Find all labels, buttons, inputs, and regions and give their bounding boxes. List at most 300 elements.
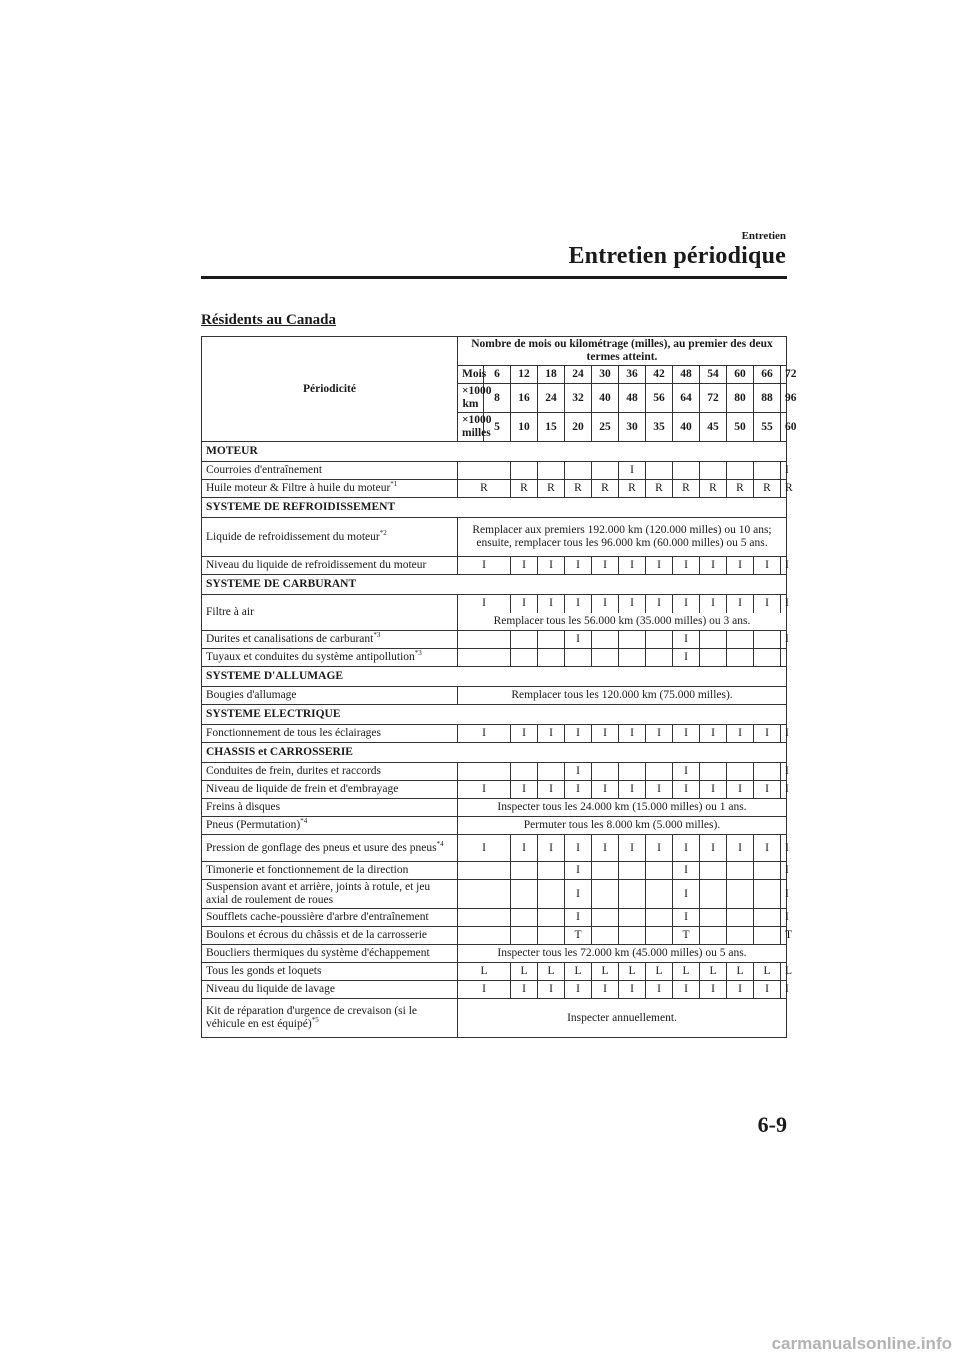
item-label-text: Tuyaux et conduites du système antipollution bbox=[206, 651, 415, 663]
interval-value: 5 bbox=[484, 413, 511, 442]
item-label-text: Pression de gonflage des pneus et usure des pneus bbox=[206, 841, 437, 854]
schedule-note: Remplacer tous les 120.000 km (75.000 milles). bbox=[458, 687, 787, 705]
interval-value: 72 bbox=[781, 366, 787, 384]
schedule-cell bbox=[458, 927, 511, 945]
schedule-cell: I bbox=[781, 631, 787, 649]
interval-value: 40 bbox=[673, 413, 700, 442]
item-label bbox=[202, 518, 458, 557]
interval-value: 30 bbox=[592, 366, 619, 384]
schedule-cell bbox=[700, 927, 727, 945]
item-label bbox=[202, 649, 458, 667]
item-label-text: Niveau de liquide de frein et d'embrayage bbox=[206, 783, 399, 795]
interval-unit-label: ×1000 km bbox=[458, 384, 484, 413]
item-label bbox=[202, 999, 458, 1038]
item-label-text: Freins à disques bbox=[206, 801, 281, 813]
item-label-text: Boucliers thermiques du système d'échappement bbox=[206, 947, 430, 959]
item-label bbox=[202, 909, 458, 927]
schedule-cell bbox=[619, 909, 646, 927]
schedule-cell: I bbox=[781, 595, 787, 613]
schedule-cell bbox=[700, 909, 727, 927]
schedule-cell bbox=[727, 880, 754, 909]
interval-value: 60 bbox=[727, 366, 754, 384]
schedule-cell: R bbox=[592, 480, 619, 498]
schedule-cell bbox=[511, 909, 538, 927]
schedule-cell bbox=[781, 649, 787, 667]
schedule-cell: L bbox=[754, 963, 781, 981]
item-label bbox=[202, 595, 458, 631]
interval-value: 10 bbox=[511, 413, 538, 442]
schedule-cell: I bbox=[458, 981, 511, 999]
schedule-cell: I bbox=[619, 835, 646, 862]
schedule-cell bbox=[538, 880, 565, 909]
schedule-cell: I bbox=[565, 862, 592, 880]
schedule-cell: I bbox=[646, 725, 673, 743]
schedule-cell: I bbox=[700, 557, 727, 575]
schedule-cell bbox=[538, 909, 565, 927]
schedule-cell bbox=[727, 927, 754, 945]
schedule-cell: I bbox=[565, 557, 592, 575]
schedule-cell: I bbox=[511, 835, 538, 862]
footnote-marker: *3 bbox=[373, 631, 381, 640]
schedule-cell: R bbox=[646, 480, 673, 498]
schedule-cell: I bbox=[673, 909, 700, 927]
table-row bbox=[202, 595, 787, 613]
interval-value: 12 bbox=[511, 366, 538, 384]
item-label bbox=[202, 763, 458, 781]
schedule-cell: I bbox=[592, 981, 619, 999]
schedule-cell: L bbox=[511, 963, 538, 981]
interval-unit-label: ×1000 milles bbox=[458, 413, 484, 442]
item-label bbox=[202, 781, 458, 799]
item-label-text: Soufflets cache-poussière d'arbre d'entraînement bbox=[206, 911, 429, 923]
schedule-cell: I bbox=[781, 725, 787, 743]
interval-value: 32 bbox=[565, 384, 592, 413]
interval-value: 40 bbox=[592, 384, 619, 413]
schedule-cell: I bbox=[781, 763, 787, 781]
schedule-cell: I bbox=[700, 981, 727, 999]
schedule-cell: I bbox=[673, 649, 700, 667]
schedule-cell: I bbox=[781, 981, 787, 999]
schedule-cell bbox=[754, 649, 781, 667]
schedule-cell: R bbox=[727, 480, 754, 498]
interval-value: 54 bbox=[700, 366, 727, 384]
schedule-note: Permuter tous les 8.000 km (5.000 milles). bbox=[458, 817, 787, 835]
schedule-cell: I bbox=[673, 631, 700, 649]
schedule-cell bbox=[754, 880, 781, 909]
subtitle: Résidents au Canada bbox=[201, 312, 337, 328]
schedule-cell: I bbox=[538, 835, 565, 862]
schedule-cell bbox=[727, 462, 754, 480]
table-row bbox=[202, 799, 787, 817]
interval-value: 60 bbox=[781, 413, 787, 442]
interval-unit-label: Mois bbox=[458, 366, 484, 384]
schedule-cell: I bbox=[592, 725, 619, 743]
footnote-marker: *4 bbox=[436, 839, 444, 848]
schedule-cell bbox=[619, 649, 646, 667]
item-label bbox=[202, 981, 458, 999]
item-label-text: Boulons et écrous du châssis et de la carrosserie bbox=[206, 929, 427, 941]
section-row bbox=[202, 743, 787, 763]
item-label-text: Fonctionnement de tous les éclairages bbox=[206, 727, 382, 739]
schedule-cell: I bbox=[458, 781, 511, 799]
schedule-cell: I bbox=[565, 909, 592, 927]
schedule-note: Remplacer aux premiers 192.000 km (120.000 milles) ou 10 ans; ensuite, remplacer tous les 96.000 km (60.000 milles) ou 5 ans. bbox=[458, 518, 787, 557]
schedule-cell: I bbox=[646, 557, 673, 575]
schedule-cell: L bbox=[565, 963, 592, 981]
item-label bbox=[202, 687, 458, 705]
schedule-cell bbox=[511, 880, 538, 909]
schedule-cell bbox=[511, 631, 538, 649]
interval-value: 88 bbox=[754, 384, 781, 413]
section-title: SYSTEME ELECTRIQUE bbox=[202, 705, 787, 725]
schedule-cell: I bbox=[565, 595, 592, 613]
schedule-cell bbox=[646, 862, 673, 880]
interval-value: 24 bbox=[538, 384, 565, 413]
schedule-cell: I bbox=[727, 557, 754, 575]
schedule-cell: L bbox=[673, 963, 700, 981]
item-label-text: Liquide de refroidissement du moteur bbox=[206, 530, 380, 543]
schedule-cell: I bbox=[538, 725, 565, 743]
table-row bbox=[202, 945, 787, 963]
schedule-cell bbox=[511, 862, 538, 880]
schedule-cell bbox=[754, 462, 781, 480]
schedule-cell bbox=[592, 462, 619, 480]
interval-value: 20 bbox=[565, 413, 592, 442]
schedule-cell: I bbox=[458, 557, 511, 575]
schedule-cell: R bbox=[781, 480, 787, 498]
schedule-cell bbox=[592, 649, 619, 667]
schedule-cell bbox=[646, 927, 673, 945]
schedule-cell bbox=[511, 462, 538, 480]
interval-value: 64 bbox=[673, 384, 700, 413]
interval-value: 36 bbox=[619, 366, 646, 384]
schedule-cell: I bbox=[538, 557, 565, 575]
item-label-text: Niveau du liquide de lavage bbox=[206, 983, 336, 995]
schedule-cell bbox=[565, 462, 592, 480]
schedule-cell bbox=[727, 763, 754, 781]
schedule-cell bbox=[592, 763, 619, 781]
schedule-cell: I bbox=[458, 725, 511, 743]
schedule-cell bbox=[700, 862, 727, 880]
page-title: Entretien périodique bbox=[568, 243, 786, 269]
interval-value: 30 bbox=[619, 413, 646, 442]
interval-value: 24 bbox=[565, 366, 592, 384]
schedule-cell bbox=[700, 649, 727, 667]
table-row bbox=[202, 981, 787, 999]
section-row bbox=[202, 498, 787, 518]
schedule-cell bbox=[754, 927, 781, 945]
schedule-cell bbox=[700, 631, 727, 649]
schedule-cell bbox=[700, 763, 727, 781]
schedule-cell: I bbox=[727, 835, 754, 862]
schedule-cell bbox=[646, 909, 673, 927]
table-row bbox=[202, 687, 787, 705]
schedule-cell: I bbox=[511, 595, 538, 613]
footnote-marker: *2 bbox=[379, 528, 387, 537]
schedule-cell bbox=[538, 462, 565, 480]
schedule-cell: R bbox=[458, 480, 511, 498]
schedule-cell: I bbox=[619, 595, 646, 613]
item-label-text: Suspension avant et arrière, joints à rotule, et jeu axial de roulement de roues bbox=[206, 881, 431, 906]
interval-value: 16 bbox=[511, 384, 538, 413]
schedule-cell: I bbox=[565, 835, 592, 862]
schedule-cell bbox=[646, 763, 673, 781]
schedule-cell: L bbox=[538, 963, 565, 981]
table-row bbox=[202, 763, 787, 781]
item-label bbox=[202, 480, 458, 498]
item-label bbox=[202, 880, 458, 909]
item-label bbox=[202, 927, 458, 945]
schedule-cell: I bbox=[781, 909, 787, 927]
schedule-cell: R bbox=[565, 480, 592, 498]
schedule-cell bbox=[619, 763, 646, 781]
schedule-cell: T bbox=[565, 927, 592, 945]
item-label bbox=[202, 817, 458, 835]
interval-header: Nombre de mois ou kilométrage (milles), au premier des deux termes atteint. bbox=[458, 337, 787, 366]
schedule-cell: R bbox=[511, 480, 538, 498]
watermark: carmanualsonline.info bbox=[771, 1334, 952, 1353]
interval-value: 15 bbox=[538, 413, 565, 442]
interval-value: 80 bbox=[727, 384, 754, 413]
schedule-cell bbox=[754, 909, 781, 927]
schedule-cell: I bbox=[565, 763, 592, 781]
schedule-cell: I bbox=[673, 725, 700, 743]
schedule-cell bbox=[538, 763, 565, 781]
schedule-cell bbox=[646, 631, 673, 649]
table-row bbox=[202, 909, 787, 927]
schedule-cell: I bbox=[458, 595, 511, 613]
schedule-cell: L bbox=[646, 963, 673, 981]
schedule-cell: I bbox=[754, 595, 781, 613]
schedule-cell bbox=[700, 462, 727, 480]
table-row bbox=[202, 631, 787, 649]
schedule-cell: I bbox=[646, 781, 673, 799]
item-label-text: Tous les gonds et loquets bbox=[206, 965, 322, 977]
schedule-cell: I bbox=[619, 725, 646, 743]
item-label bbox=[202, 945, 458, 963]
schedule-cell bbox=[619, 862, 646, 880]
schedule-cell bbox=[538, 631, 565, 649]
schedule-cell: I bbox=[781, 462, 787, 480]
schedule-cell bbox=[592, 880, 619, 909]
section-title: SYSTEME D'ALLUMAGE bbox=[202, 667, 787, 687]
schedule-cell bbox=[458, 649, 511, 667]
schedule-cell bbox=[619, 631, 646, 649]
schedule-cell bbox=[458, 862, 511, 880]
schedule-cell: T bbox=[781, 927, 787, 945]
schedule-cell: I bbox=[511, 725, 538, 743]
schedule-cell: I bbox=[619, 781, 646, 799]
schedule-cell bbox=[592, 909, 619, 927]
schedule-cell: I bbox=[592, 835, 619, 862]
item-label bbox=[202, 963, 458, 981]
schedule-cell: R bbox=[754, 480, 781, 498]
interval-value: 72 bbox=[700, 384, 727, 413]
schedule-cell: I bbox=[646, 981, 673, 999]
schedule-cell bbox=[619, 880, 646, 909]
maintenance-schedule-table bbox=[201, 336, 797, 1038]
schedule-note: Inspecter tous les 72.000 km (45.000 milles) ou 5 ans. bbox=[458, 945, 787, 963]
schedule-cell: I bbox=[781, 835, 787, 862]
schedule-cell: I bbox=[781, 781, 787, 799]
interval-value: 50 bbox=[727, 413, 754, 442]
table-row bbox=[202, 518, 787, 557]
schedule-cell: I bbox=[673, 880, 700, 909]
schedule-cell: I bbox=[592, 595, 619, 613]
schedule-cell bbox=[754, 631, 781, 649]
schedule-cell bbox=[538, 649, 565, 667]
item-label bbox=[202, 862, 458, 880]
schedule-cell: I bbox=[592, 781, 619, 799]
schedule-cell bbox=[646, 880, 673, 909]
schedule-cell: I bbox=[700, 595, 727, 613]
schedule-cell bbox=[619, 927, 646, 945]
schedule-cell bbox=[538, 862, 565, 880]
schedule-cell: I bbox=[565, 725, 592, 743]
interval-value: 56 bbox=[646, 384, 673, 413]
schedule-cell: I bbox=[673, 781, 700, 799]
interval-value: 45 bbox=[700, 413, 727, 442]
schedule-cell: I bbox=[673, 595, 700, 613]
item-label bbox=[202, 462, 458, 480]
schedule-cell: I bbox=[700, 725, 727, 743]
table-row bbox=[202, 781, 787, 799]
schedule-cell: I bbox=[619, 981, 646, 999]
interval-value: 6 bbox=[484, 366, 511, 384]
schedule-cell: L bbox=[700, 963, 727, 981]
schedule-cell: I bbox=[754, 781, 781, 799]
interval-value: 48 bbox=[673, 366, 700, 384]
schedule-cell: R bbox=[700, 480, 727, 498]
schedule-cell: I bbox=[754, 725, 781, 743]
schedule-cell: I bbox=[781, 557, 787, 575]
schedule-cell: I bbox=[727, 595, 754, 613]
table-row bbox=[202, 999, 787, 1038]
interval-value: 18 bbox=[538, 366, 565, 384]
page-number: 6-9 bbox=[757, 1112, 787, 1137]
item-label bbox=[202, 835, 458, 862]
footnote-marker: *5 bbox=[311, 1016, 319, 1025]
schedule-note: Inspecter tous les 24.000 km (15.000 milles) ou 1 ans. bbox=[458, 799, 787, 817]
schedule-cell: I bbox=[754, 981, 781, 999]
schedule-cell: I bbox=[754, 835, 781, 862]
table-row bbox=[202, 880, 787, 909]
item-label bbox=[202, 799, 458, 817]
item-label-text: Courroies d'entraînement bbox=[206, 464, 323, 476]
table-row bbox=[202, 725, 787, 743]
item-label-text: Pneus (Permutation) bbox=[206, 819, 301, 831]
item-label-text: Conduites de frein, durites et raccords bbox=[206, 765, 381, 777]
section-row bbox=[202, 705, 787, 725]
table-row bbox=[202, 480, 787, 498]
schedule-cell bbox=[511, 649, 538, 667]
schedule-cell: I bbox=[781, 880, 787, 909]
schedule-cell: I bbox=[538, 595, 565, 613]
interval-value: 25 bbox=[592, 413, 619, 442]
schedule-cell bbox=[511, 927, 538, 945]
header-rule bbox=[201, 276, 787, 279]
schedule-cell: I bbox=[458, 835, 511, 862]
schedule-cell: I bbox=[673, 835, 700, 862]
table-row bbox=[202, 963, 787, 981]
schedule-cell: I bbox=[727, 981, 754, 999]
section-title: MOTEUR bbox=[202, 442, 787, 462]
interval-value: 35 bbox=[646, 413, 673, 442]
schedule-cell bbox=[646, 649, 673, 667]
schedule-cell: I bbox=[646, 835, 673, 862]
schedule-note: Inspecter annuellement. bbox=[458, 999, 787, 1038]
schedule-cell bbox=[458, 462, 511, 480]
table-row bbox=[202, 817, 787, 835]
interval-value: 55 bbox=[754, 413, 781, 442]
schedule-cell: I bbox=[619, 557, 646, 575]
schedule-cell bbox=[727, 631, 754, 649]
interval-value: 48 bbox=[619, 384, 646, 413]
item-label-text: Timonerie et fonctionnement de la direction bbox=[206, 864, 409, 876]
item-label-text: Niveau du liquide de refroidissement du moteur bbox=[206, 559, 427, 571]
schedule-cell bbox=[511, 763, 538, 781]
section-title: CHASSIS et CARROSSERIE bbox=[202, 743, 787, 763]
footnote-marker: *3 bbox=[414, 649, 422, 658]
schedule-cell: I bbox=[511, 981, 538, 999]
schedule-cell: L bbox=[592, 963, 619, 981]
item-label-text: Filtre à air bbox=[206, 606, 254, 618]
footnote-marker: *4 bbox=[300, 817, 308, 826]
schedule-cell: I bbox=[754, 557, 781, 575]
table-row bbox=[202, 835, 787, 862]
schedule-cell: I bbox=[673, 557, 700, 575]
schedule-cell: I bbox=[565, 981, 592, 999]
schedule-cell bbox=[754, 862, 781, 880]
interval-value: 96 bbox=[781, 384, 787, 413]
schedule-cell: I bbox=[727, 725, 754, 743]
schedule-cell: I bbox=[673, 763, 700, 781]
schedule-cell: I bbox=[700, 781, 727, 799]
schedule-cell bbox=[646, 462, 673, 480]
schedule-cell bbox=[592, 927, 619, 945]
schedule-cell: R bbox=[673, 480, 700, 498]
section-row bbox=[202, 442, 787, 462]
table-header-row bbox=[202, 337, 787, 366]
schedule-cell bbox=[727, 909, 754, 927]
schedule-cell bbox=[754, 763, 781, 781]
schedule-cell bbox=[727, 862, 754, 880]
table-row bbox=[202, 927, 787, 945]
schedule-cell bbox=[673, 462, 700, 480]
schedule-cell: L bbox=[781, 963, 787, 981]
schedule-cell: L bbox=[458, 963, 511, 981]
schedule-cell: I bbox=[565, 880, 592, 909]
item-label-text: Durites et canalisations de carburant bbox=[206, 633, 374, 645]
schedule-cell: I bbox=[673, 981, 700, 999]
schedule-cell: I bbox=[673, 862, 700, 880]
schedule-cell bbox=[565, 649, 592, 667]
section-row bbox=[202, 575, 787, 595]
table-row bbox=[202, 649, 787, 667]
section-row bbox=[202, 667, 787, 687]
schedule-cell: R bbox=[619, 480, 646, 498]
schedule-cell: L bbox=[619, 963, 646, 981]
schedule-cell bbox=[458, 880, 511, 909]
periodicite-header: Périodicité bbox=[202, 337, 458, 442]
schedule-cell bbox=[700, 880, 727, 909]
item-label-text: Huile moteur & Filtre à huile du moteur bbox=[206, 482, 391, 494]
interval-value: 66 bbox=[754, 366, 781, 384]
section-header: Entretien bbox=[741, 230, 786, 242]
item-label-text: Kit de réparation d'urgence de crevaison (si le véhicule en est équipé) bbox=[206, 1005, 418, 1030]
section-title: SYSTEME DE CARBURANT bbox=[202, 575, 787, 595]
table-row bbox=[202, 557, 787, 575]
